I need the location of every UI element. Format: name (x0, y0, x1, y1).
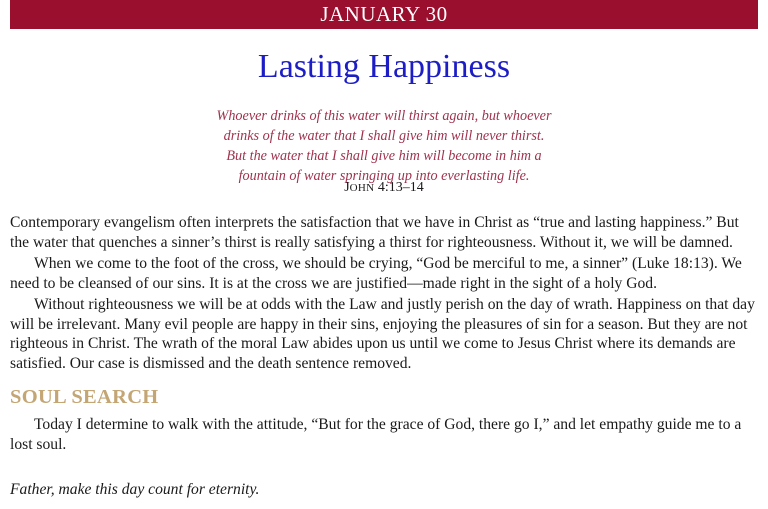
reference-book-initial: J (344, 180, 350, 195)
date-banner (10, 0, 758, 29)
soul-search-text: Today I determine to walk with the attitude, “But for the grace of God, there go I,” and let empathy guide me to a lost soul. (10, 416, 742, 453)
date-label: JANUARY 30 (320, 2, 448, 26)
closing-prayer: Father, make this day count for eternity. (10, 481, 260, 498)
scripture-quote: Whoever drinks of this water will thirst again, but whoever drinks of the water that I shall give him will never thirst. But the water that I shall give him will become in him a fountain of water springing up into everlasting life. (216, 108, 552, 184)
body-paragraph: Contemporary evangelism often interprets the satisfaction that we have in Christ as “true and lasting happiness.” But the water that quenches a sinner’s thirst is really satisfying a thirst for righteousness. Without it, we will be damned. (10, 214, 739, 251)
scripture-reference (212, 179, 556, 197)
body-paragraph: When we come to the foot of the cross, we should be crying, “God be merciful to me, a sinner” (Luke 18:13). We need to be cleansed of our sins. It is at the cross we are justified—made right in the sight of a holy God. (10, 255, 742, 292)
reference-chapter-verse: 4:13–14 (377, 180, 424, 195)
reference-book-rest: OHN (349, 182, 375, 194)
soul-search-heading: SOUL SEARCH (10, 386, 159, 408)
body-paragraph: Without righteousness we will be at odds with the Law and justly perish on the day of wrath. Happiness on that day will be irrelevant. Many evil people are happy in their sins, enjoying the pleasures of sin for a season. But they are not righteous in Christ. The wrath of the moral Law abides upon us until we come to Jesus Christ where its demands are satisfied. Our case is dismissed and the death sentence removed. (10, 296, 755, 372)
page-title: Lasting Happiness (257, 48, 511, 85)
devotional-body (10, 213, 758, 375)
